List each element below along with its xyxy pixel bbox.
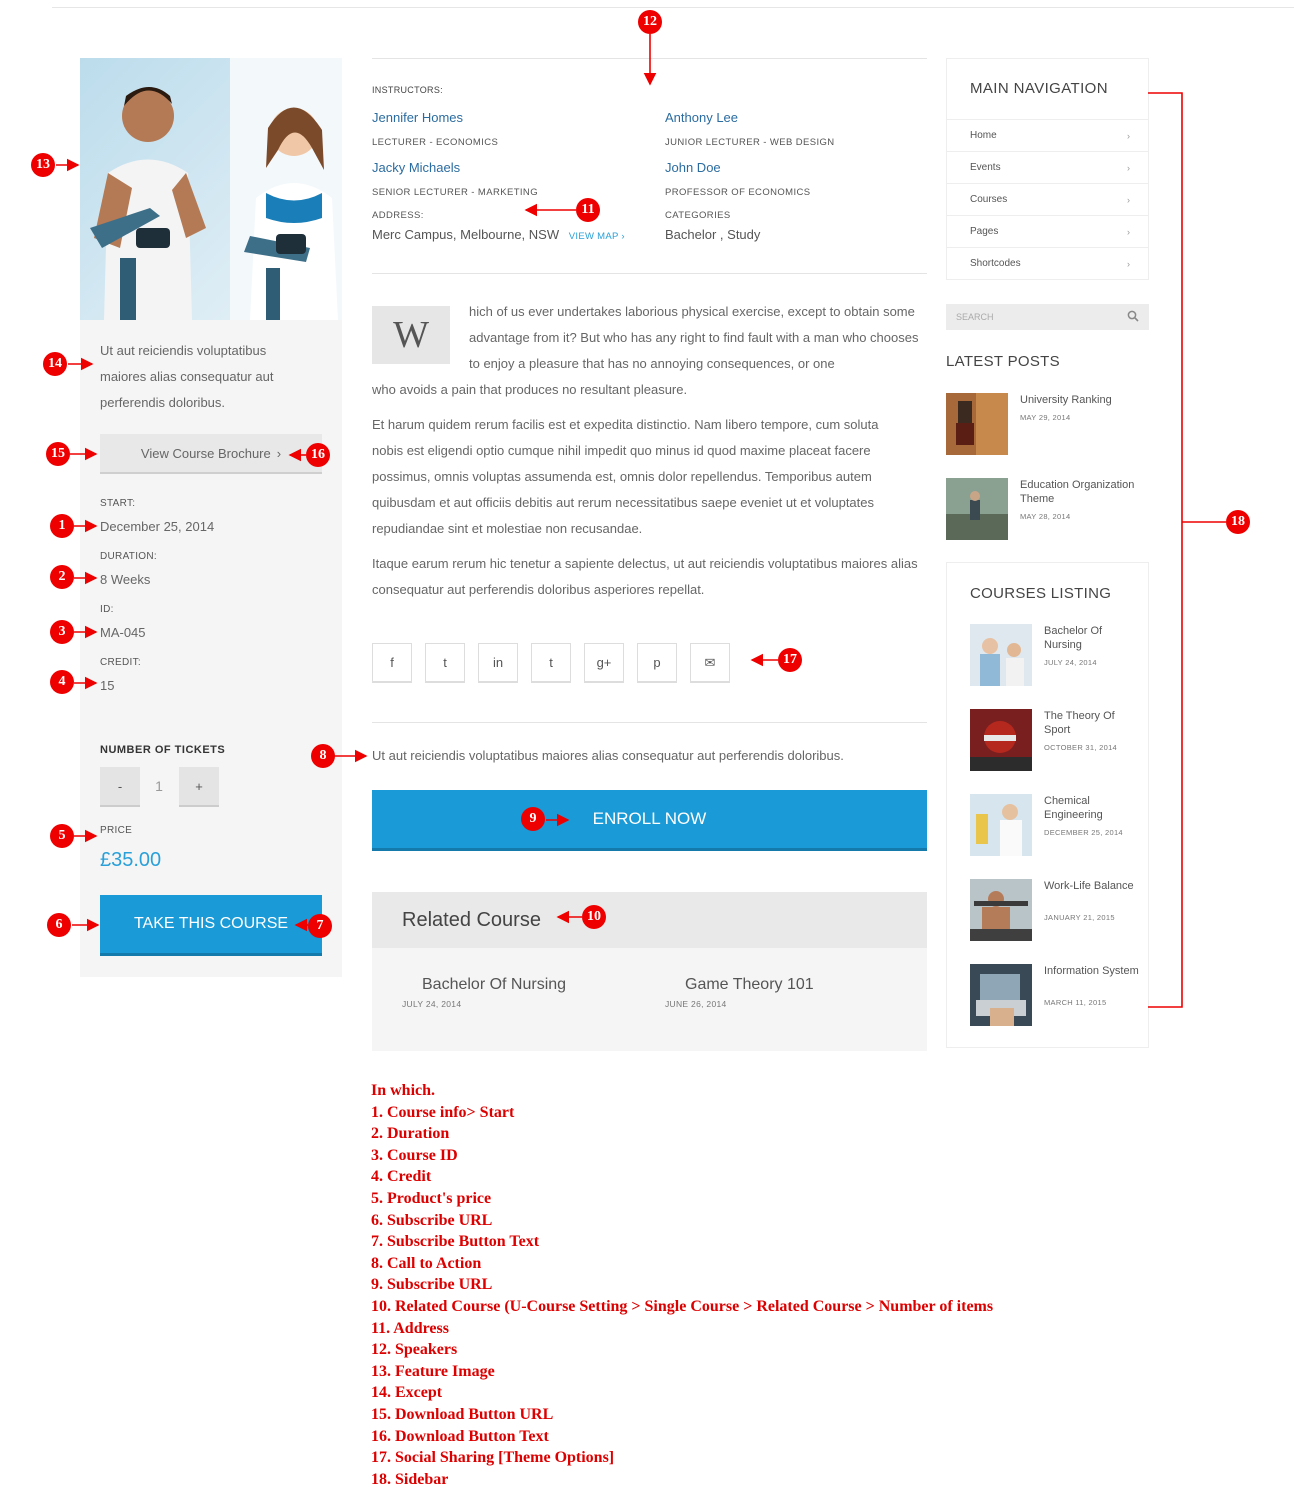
annotation-marker: 15 xyxy=(46,442,70,466)
annotation-marker: 14 xyxy=(43,352,67,376)
annotation-marker: 8 xyxy=(311,744,335,768)
view-map-link[interactable]: VIEW MAP › xyxy=(568,231,625,242)
annotation-marker: 2 xyxy=(50,565,74,589)
legend-line: 5. Product's price xyxy=(371,1189,492,1207)
chevron-right-icon: › xyxy=(1127,130,1130,141)
pinterest-icon[interactable]: p xyxy=(637,643,677,683)
nav-label: Shortcodes xyxy=(970,258,1021,269)
latest-posts-title: LATEST POSTS xyxy=(946,353,1060,370)
instructor-title: JUNIOR LECTURER - WEB DESIGN xyxy=(665,137,835,148)
paragraph: Et harum quidem rerum facilis est et expedita distinctio. Nam libero tempore, cum soluta nobis est eligendi optio cumque nihil impedit quo minus id quod maxime placeat facere possimus, omnis voluptas assumenda est, omnis dolor repellendus. Temporibus autem quibusdam et aut officiis debitis aut rerum necessitatibus saepe eveniet ut et voluptates repudiandae sint et molestiae non recusandae. xyxy=(372,417,879,536)
legend-line: 12. Speakers xyxy=(371,1341,458,1359)
instructor-title: PROFESSOR OF ECONOMICS xyxy=(665,187,811,198)
chevron-right-icon: › xyxy=(1127,162,1130,173)
call-to-action: Ut aut reiciendis voluptatibus maiores alias consequatur aut perferendis doloribus. xyxy=(372,748,844,763)
search-placeholder: SEARCH xyxy=(956,312,994,322)
increase-button[interactable]: + xyxy=(179,767,219,807)
main-navigation-title: MAIN NAVIGATION xyxy=(970,80,1108,97)
credit-value: 15 xyxy=(100,678,115,693)
chevron-right-icon: › xyxy=(1127,226,1130,237)
post-date: MAY 28, 2014 xyxy=(1020,512,1071,521)
price-label: PRICE xyxy=(100,825,133,836)
annotation-marker: 17 xyxy=(778,648,802,672)
duration-value: 8 Weeks xyxy=(100,572,151,587)
chevron-right-icon: › xyxy=(1127,258,1130,269)
course-date: DECEMBER 25, 2014 xyxy=(1044,828,1123,837)
legend-line: In which. xyxy=(371,1082,436,1099)
annotation-marker: 12 xyxy=(638,10,662,34)
annotation-marker: 10 xyxy=(582,905,606,929)
related-course-date: JUNE 26, 2014 xyxy=(665,999,727,1009)
course-date: MARCH 11, 2015 xyxy=(1044,998,1107,1007)
legend-line: 6. Subscribe URL xyxy=(371,1211,493,1229)
dropcap: W xyxy=(372,306,450,364)
legend-line: 17. Social Sharing [Theme Options] xyxy=(371,1449,615,1467)
address-value: Merc Campus, Melbourne, NSW xyxy=(372,227,560,242)
instructor-name[interactable]: Jacky Michaels xyxy=(372,160,461,175)
annotation-marker: 11 xyxy=(576,198,600,222)
quantity-input[interactable]: 1 xyxy=(155,778,163,794)
start-value: December 25, 2014 xyxy=(100,519,215,534)
tumblr-icon[interactable]: t xyxy=(531,643,571,683)
course-date: JULY 24, 2014 xyxy=(1044,658,1097,667)
courses-listing-title: COURSES LISTING xyxy=(970,585,1112,602)
course-title[interactable]: Chemical Engineering xyxy=(1044,795,1103,821)
paragraph: who avoids a pain that produces no resultant pleasure. xyxy=(372,382,688,397)
legend-line: 9. Subscribe URL xyxy=(371,1276,493,1294)
post-date: MAY 29, 2014 xyxy=(1020,413,1071,422)
take-course-button[interactable]: TAKE THIS COURSE xyxy=(100,895,322,956)
annotation-marker: 18 xyxy=(1226,510,1250,534)
id-label: ID: xyxy=(100,604,114,615)
instructor-name[interactable]: John Doe xyxy=(665,160,721,175)
related-course-date: JULY 24, 2014 xyxy=(402,999,462,1009)
decrease-button[interactable]: - xyxy=(100,767,140,807)
nav-label: Events xyxy=(970,162,1001,173)
legend-line: 4. Credit xyxy=(371,1168,432,1186)
id-value: MA-045 xyxy=(100,625,146,640)
annotation-marker: 3 xyxy=(50,620,74,644)
course-excerpt: Ut aut reiciendis voluptatibus maiores alias consequatur aut perferendis doloribus. xyxy=(100,343,274,410)
instructors-heading: INSTRUCTORS: xyxy=(372,85,443,95)
course-date: JANUARY 21, 2015 xyxy=(1044,913,1115,922)
annotation-marker: 6 xyxy=(47,913,71,937)
nav-label: Home xyxy=(970,130,997,141)
related-course-title[interactable]: Bachelor Of Nursing xyxy=(422,976,567,993)
course-date: OCTOBER 31, 2014 xyxy=(1044,743,1118,752)
price-value: £35.00 xyxy=(100,849,162,871)
course-title[interactable]: Information System xyxy=(1044,965,1139,977)
legend-line: 16. Download Button Text xyxy=(371,1427,549,1445)
legend-line: 7. Subscribe Button Text xyxy=(371,1233,540,1251)
annotation-marker: 5 xyxy=(50,824,74,848)
annotation-legend xyxy=(371,1080,993,1490)
annotation-marker: 13 xyxy=(31,153,55,177)
annotation-marker: 1 xyxy=(50,514,74,538)
post-title[interactable]: Education Organization Theme xyxy=(1020,479,1135,505)
duration-label: DURATION: xyxy=(100,551,157,562)
legend-line: 13. Feature Image xyxy=(371,1362,495,1380)
address-label: ADDRESS: xyxy=(372,210,424,221)
paragraph: Itaque earum rerum hic tenetur a sapiente delectus, ut aut reiciendis voluptatibus maiores alias consequatur aut perferendis doloribus asperiores repellat. xyxy=(372,556,918,597)
annotation-marker: 4 xyxy=(50,670,74,694)
start-label: START: xyxy=(100,498,136,509)
instructor-title: LECTURER - ECONOMICS xyxy=(372,137,499,148)
annotation-marker: 16 xyxy=(306,443,330,467)
tickets-label: NUMBER OF TICKETS xyxy=(100,744,226,756)
instructor-name[interactable]: Jennifer Homes xyxy=(372,110,464,125)
legend-line: 14. Except xyxy=(371,1384,443,1402)
paragraph: hich of us ever undertakes laborious physical exercise, except to obtain some advantage from it? But who has any right to find fault with a man who chooses to enjoy a pleasure that has no annoying consequences, or one xyxy=(469,304,919,371)
legend-line: 1. Course info> Start xyxy=(371,1103,515,1121)
legend-line: 3. Course ID xyxy=(371,1146,458,1164)
email-icon[interactable]: ✉ xyxy=(690,643,730,683)
legend-line: 10. Related Course (U-Course Setting > Single Course > Related Course > Number of items xyxy=(371,1297,994,1315)
legend-line: 15. Download Button URL xyxy=(371,1405,554,1423)
legend-line: 11. Address xyxy=(371,1319,449,1337)
legend-line: 8. Call to Action xyxy=(371,1254,482,1272)
course-title[interactable]: Work-Life Balance xyxy=(1044,880,1134,892)
course-title[interactable]: Bachelor Of Nursing xyxy=(1044,625,1103,651)
facebook-icon[interactable]: f xyxy=(372,643,412,683)
brochure-label: View Course Brochure xyxy=(140,445,271,461)
twitter-icon[interactable]: t xyxy=(425,643,465,683)
post-title[interactable]: University Ranking xyxy=(1020,394,1112,406)
nav-label: Courses xyxy=(970,194,1008,205)
instructor-name[interactable]: Anthony Lee xyxy=(665,110,739,125)
categories-value[interactable]: Bachelor , Study xyxy=(665,227,761,242)
legend-line: 18. Sidebar xyxy=(371,1470,449,1488)
categories-label: CATEGORIES xyxy=(665,210,731,221)
nav-label: Pages xyxy=(970,226,999,237)
enroll-now-button[interactable]: ENROLL NOW xyxy=(372,790,927,851)
google-plus-icon[interactable]: g+ xyxy=(584,643,624,683)
related-course-heading: Related Course xyxy=(372,892,927,948)
linkedin-icon[interactable]: in xyxy=(478,643,518,683)
chevron-right-icon: › xyxy=(1127,194,1130,205)
chevron-right-icon: › xyxy=(276,445,282,461)
annotation-marker: 9 xyxy=(521,807,545,831)
course-title[interactable]: The Theory Of Sport xyxy=(1044,710,1115,736)
related-course-title[interactable]: Game Theory 101 xyxy=(685,976,814,993)
instructor-title: SENIOR LECTURER - MARKETING xyxy=(372,187,538,198)
credit-label: CREDIT: xyxy=(100,657,141,668)
legend-line: 2. Duration xyxy=(371,1125,450,1143)
annotation-marker: 7 xyxy=(308,914,332,938)
